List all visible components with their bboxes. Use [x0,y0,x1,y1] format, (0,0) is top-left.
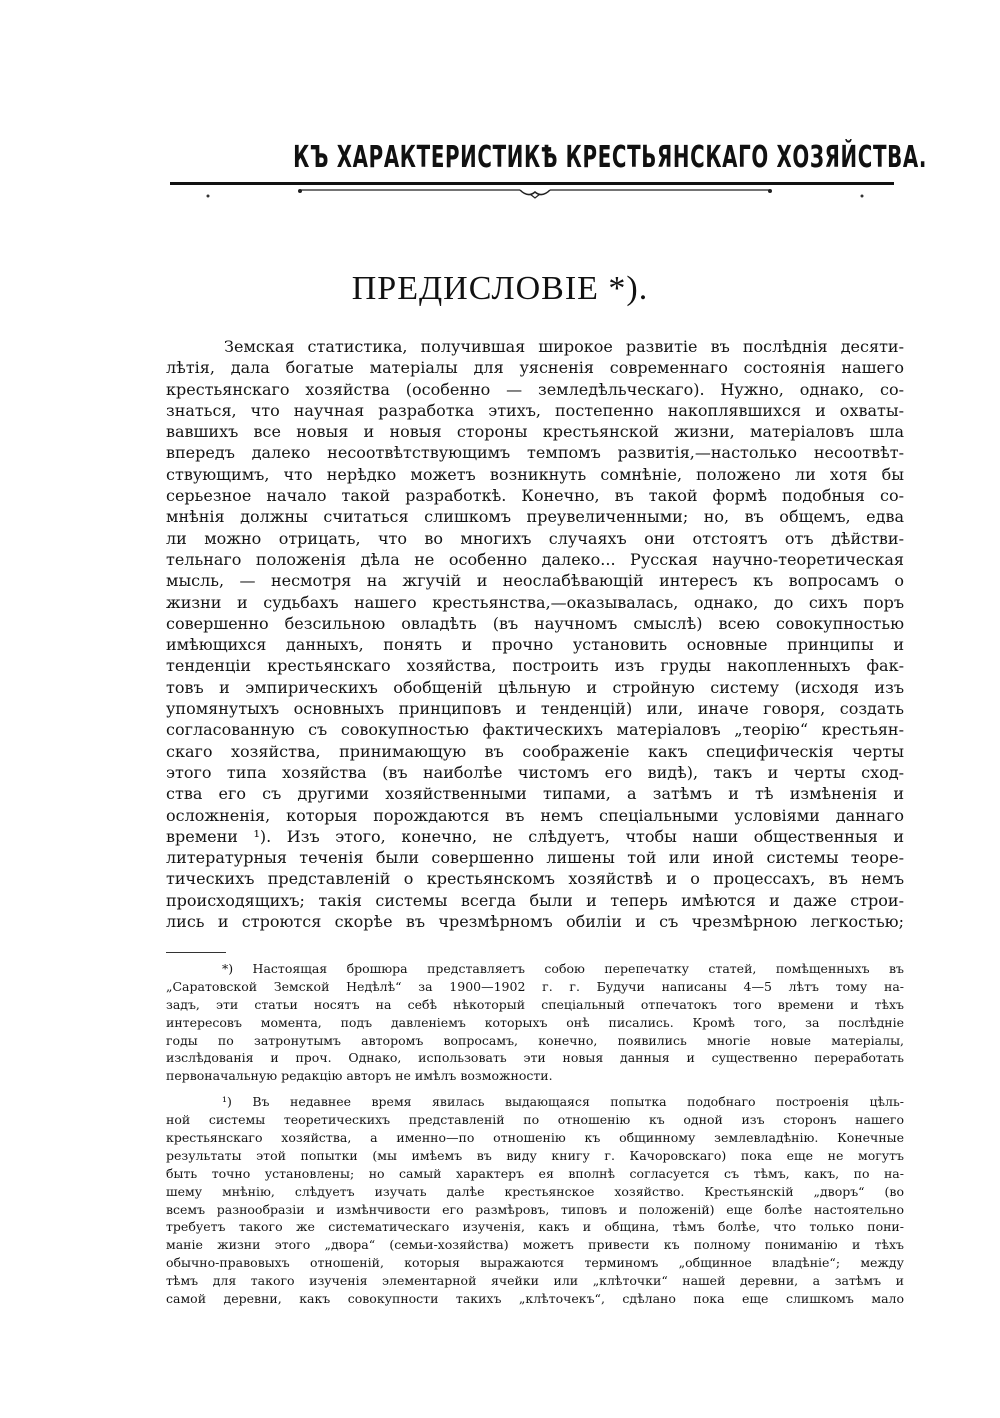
body-line: скаго хозяйства, принимающую въ соображеніе какъ специфическія черты [166,741,904,761]
body-line: лѣтія, дала богатые матеріалы для уясненія современнаго состоянія нашего [166,358,904,378]
body-line: мнѣнія должны считаться слишкомъ преувеличенными; но, въ общемъ, едва [166,507,904,527]
body-line: тельнаго положенія дѣла не особенно далеко... Русская научно-теоретическая [166,549,904,569]
body-line: литературныя теченія были совершенно лишены той или иной системы теоре- [166,848,904,868]
footnote-line: годы по затронутымъ авторомъ вопросамъ, конечно, появились многіе новые матеріалы, [166,1032,904,1048]
body-line: ствующимъ, что нерѣдко можетъ возникнуть сомнѣніе, положено ли хотя бы [166,464,904,484]
body-line: впередъ далеко несоотвѣтствующимъ темпомъ развитія,—настолько несоотвѣт- [166,443,904,463]
footnote-line: обычно-правовыхъ отношеній, которыя выражаются терминомъ „общинное владѣніе“; между [166,1255,904,1271]
footnote-line: ной системы теоретическихъ представленій по отношенію къ одной изъ сторонъ нашего [166,1112,904,1128]
body-line: тенденціи крестьянскаго хозяйства, построить изъ груды накопленныхъ фак- [166,656,904,676]
body-line: осложненія, которыя порождаются въ немъ спеціальными условіями даннаго [166,805,904,825]
footnote-line: изслѣдованія и проч. Однако, использовать эти новыя данныя и существенно переработать [166,1050,904,1066]
body-line: согласованную съ совокупностью фактическихъ матеріаловъ „теорію“ крестьян- [166,720,904,740]
body-line: крестьянскаго хозяйства (особенно — земледѣльческаго). Нужно, однако, со- [166,379,904,399]
body-line: жизни и судьбахъ нашего крестьянства,—оказывалась, однако, до сихъ поръ [166,592,904,612]
footnote-line: быть точно установлены; но самый характеръ ея вполнѣ согласуется съ тѣмъ, какъ, по на- [166,1165,904,1181]
footnote-line: шему мнѣнію, слѣдуетъ изучать далѣе крестьянское хозяйство. Крестьянскій „дворъ“ (во [166,1183,904,1199]
section-title: ПРЕДИСЛОВІЕ *). [351,270,649,307]
body-line: мысль, — несмотря на жгучій и неослабѣвающій интересъ къ вопросамъ о [166,571,904,591]
body-line: лись и строются скорѣе въ чрезмѣрномъ обиліи и съ чрезмѣрною легкостью; [166,912,904,932]
footnote-line: всемъ разнообразіи и измѣнчивости его размѣровъ, типовъ и положеній) еще болѣе настоятельно [166,1201,904,1217]
body-line: знаться, что научная разработка этихъ, постепенно накоплявшихся и охваты- [166,400,904,420]
footnote-line: ¹) Въ недавнее время явилась выдающаяся попытка подобнаго построенія цѣль- [222,1094,904,1110]
body-line: вавшихъ все новыя и новыя стороны крестьянской жизни, матеріаловъ шла [166,422,904,442]
footnote-rule [166,952,226,953]
body-line: совершенно безсильною овладѣть (въ научномъ смыслѣ) всею совокупностью [166,613,904,633]
body-line: тическихъ представленій о крестьянскомъ хозяйствѣ и о процессахъ, въ немъ [166,869,904,889]
footnote-line: „Саратовской Земской Недѣлѣ“ за 1900—1902 г. г. Будучи написаны 4—5 лѣтъ тому на- [166,978,904,994]
footnote-line: первоначальную редакцію авторъ не имѣлъ возможности. [166,1068,553,1084]
footnote-line: *) Настоящая брошюра представляетъ собою перепечатку статей, помѣщенныхъ въ [222,961,904,976]
body-text [166,336,904,932]
title-rule [170,182,894,185]
footnote-line: маніе жизни этого „двора“ (семьи-хозяйства) можетъ привести къ полному пониманію и тѣхъ [166,1237,904,1253]
body-line: этого типа хозяйства (въ наиболѣе чистомъ его видѣ), такъ и черты сход- [166,762,904,782]
body-line: имѣющихся данныхъ, понять и прочно установить основные принципы и [166,635,904,655]
body-line: ли можно отрицать, что во многихъ случаяхъ они отстоятъ отъ дѣйстви- [166,528,904,548]
footnote-line: результаты этой попытки (мы имѣемъ въ виду книгу г. Качоровскаго) пока еще не могутъ [166,1147,904,1163]
body-line: происходящихъ; такія системы всегда были и теперь имѣются и даже строи- [166,890,904,910]
footnote-line: крестьянскаго хозяйства, а именно—по отношенію къ общинному землевладѣнію. Конечные [166,1130,904,1146]
body-line: серьезное начало такой разработкѣ. Конечно, въ такой формѣ подобныя со- [166,486,904,506]
body-line: Земская статистика, получившая широкое развитіе въ послѣднія десяти- [224,337,904,356]
footnote-line: тѣмъ для такого изученія элементарной ячейки или „клѣточки“ нашей деревни, а затѣмъ и [166,1273,904,1289]
ornament-divider [190,186,880,208]
footnote-line: требуетъ такого же систематическаго изученія, какъ и община, тѣмъ болѣе, что только пони- [166,1219,904,1235]
footnote-line: интересовъ момента, подъ давленіемъ которыхъ онѣ писались. Кромѣ того, за послѣдніе [166,1014,904,1030]
body-line: упомянутыхъ основныхъ принциповъ и тенденцій) или, иначе говоря, создать [166,699,904,719]
running-title: КЪ ХАРАКТЕРИСТИКѢ КРЕСТЬЯНСКАГО ХОЗЯЙСТВА. [293,140,928,175]
body-line: товъ и эмпирическихъ обобщеній цѣльную и стройную систему (исходя изъ [166,677,904,697]
footnotes [166,960,904,1308]
footnote-line: задъ, эти статьи носятъ на себѣ нѣкоторый спеціальный отпечатокъ того времени и тѣхъ [166,996,904,1012]
footnote-line: самой деревни, какъ совокупности такихъ „клѣточекъ“, сдѣлано пока еще слишкомъ мало [166,1291,904,1307]
body-line: времени ¹). Изъ этого, конечно, не слѣдуетъ, чтобы наши общественныя и [166,826,904,846]
body-line: ства его съ другими хозяйственными типами, а затѣмъ и тѣ измѣненія и [166,784,904,804]
